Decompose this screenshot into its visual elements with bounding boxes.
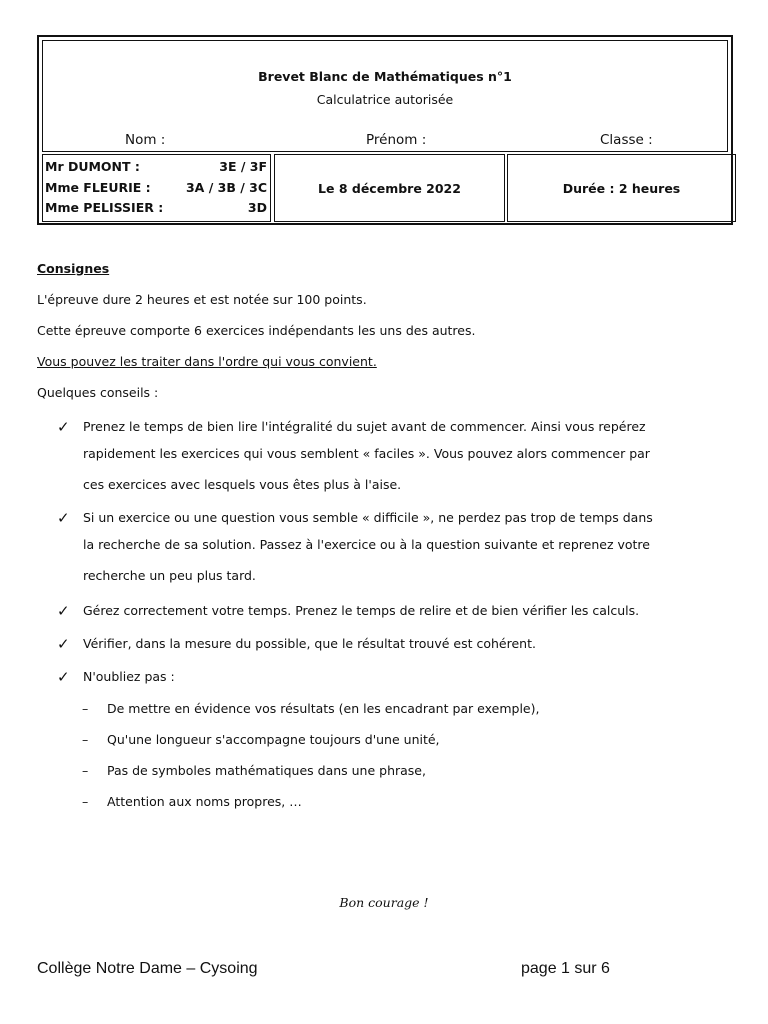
dash-bullet: – <box>82 701 89 716</box>
reminder-text: Qu'une longueur s'accompagne toujours d'une unité, <box>107 732 440 747</box>
checkmark-icon: ✓ <box>57 602 70 620</box>
nom-label: Nom : <box>125 132 166 148</box>
advice-text: ces exercices avec lesquels vous êtes plus à l'aise. <box>83 477 402 492</box>
reminder-list <box>37 699 737 823</box>
closing-message: Bon courage ! <box>339 895 429 910</box>
exam-duration: Durée : 2 heures <box>507 154 736 222</box>
teacher-row <box>45 178 267 199</box>
teacher-classes: 3E / 3F <box>219 159 267 174</box>
reminder-item <box>82 699 737 730</box>
teacher-row <box>45 157 267 178</box>
reminder-item <box>82 792 737 823</box>
footer-page-number: page 1 sur 6 <box>521 960 610 977</box>
advice-text: recherche un peu plus tard. <box>83 568 256 583</box>
instruction-line: Vous pouvez les traiter dans l'ordre qui vous convient. <box>37 354 377 369</box>
advice-item <box>37 416 737 500</box>
exam-title: Brevet Blanc de Mathématiques n°1 <box>258 69 512 84</box>
advice-item <box>37 633 737 655</box>
exam-title-block <box>42 40 728 152</box>
prenom-label: Prénom : <box>366 132 427 148</box>
teacher-name: Mr DUMONT : <box>45 159 140 174</box>
teacher-classes: 3A / 3B / 3C <box>185 179 267 195</box>
teacher-name: Mme FLEURIE : <box>45 179 151 195</box>
dash-bullet: – <box>82 732 89 747</box>
advice-text: Vérifier, dans la mesure du possible, que le résultat trouvé est cohérent. <box>83 636 536 651</box>
exam-subtitle: Calculatrice autorisée <box>316 92 454 107</box>
advice-intro: Quelques conseils : <box>37 385 159 400</box>
advice-text: rapidement les exercices qui vous semblent « faciles ». Vous pouvez alors commencer par <box>83 446 650 461</box>
reminder-item <box>82 761 737 792</box>
checkmark-icon: ✓ <box>57 668 70 686</box>
teachers-cell <box>42 154 271 222</box>
instruction-line: L'épreuve dure 2 heures et est notée sur 100 points. <box>37 292 367 307</box>
exam-info-row <box>42 154 728 222</box>
instructions <box>37 259 737 823</box>
instructions-heading: Consignes <box>37 261 110 276</box>
advice-item <box>37 507 737 591</box>
checkmark-icon: ✓ <box>57 509 70 527</box>
teacher-classes: 3D <box>247 200 267 215</box>
advice-list <box>37 416 737 688</box>
classe-label: Classe : <box>600 132 653 148</box>
reminder-text: Pas de symboles mathématiques dans une phrase, <box>107 763 426 778</box>
footer-school: Collège Notre Dame – Cysoing <box>37 960 258 977</box>
dash-bullet: – <box>82 763 89 778</box>
checkmark-icon: ✓ <box>57 635 70 653</box>
advice-item <box>37 666 737 688</box>
advice-item <box>37 600 737 622</box>
advice-text: N'oubliez pas : <box>83 669 175 684</box>
reminder-text: De mettre en évidence vos résultats (en les encadrant par exemple), <box>107 701 540 716</box>
reminder-text: Attention aux noms propres, … <box>107 794 302 809</box>
teacher-row <box>45 198 267 219</box>
reminder-item <box>82 730 737 761</box>
advice-text: Gérez correctement votre temps. Prenez le temps de relire et de bien vérifier les calculs. <box>83 603 640 618</box>
advice-text: Si un exercice ou une question vous semble « difficile », ne perdez pas trop de temps dans <box>83 510 653 525</box>
dash-bullet: – <box>82 794 89 809</box>
advice-text: la recherche de sa solution. Passez à l'exercice ou à la question suivante et reprenez votre <box>83 537 650 552</box>
teacher-name: Mme PELISSIER : <box>45 200 164 215</box>
exam-header <box>37 35 733 225</box>
instruction-line: Cette épreuve comporte 6 exercices indépendants les uns des autres. <box>37 323 476 338</box>
exam-date: Le 8 décembre 2022 <box>274 154 505 222</box>
advice-text: Prenez le temps de bien lire l'intégralité du sujet avant de commencer. Ainsi vous repérez <box>83 419 646 434</box>
checkmark-icon: ✓ <box>57 418 70 436</box>
